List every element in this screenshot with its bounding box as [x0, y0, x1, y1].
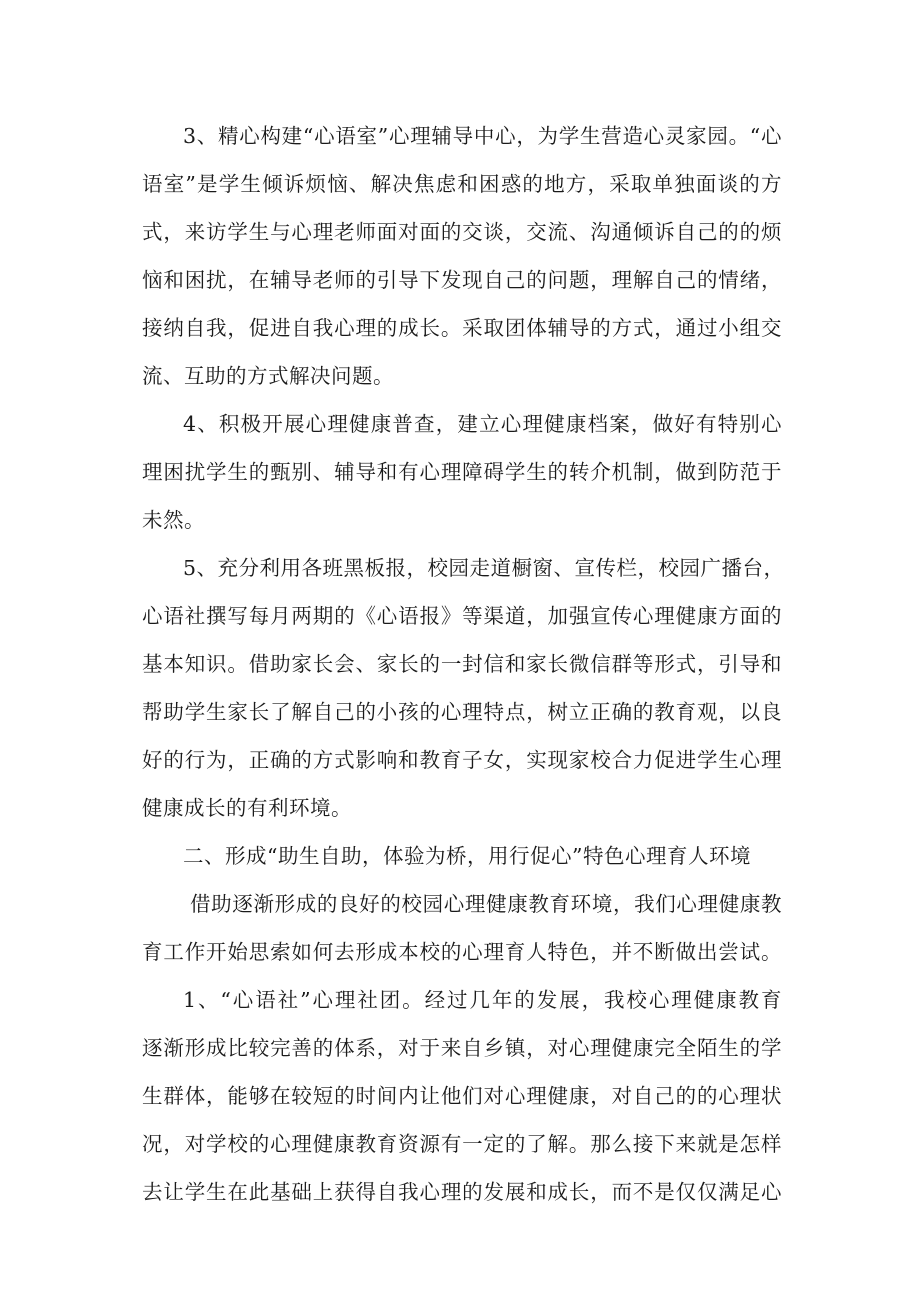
paragraph-1 — [142, 976, 782, 1216]
paragraph-5 — [142, 544, 785, 832]
text-line: 未然。 — [142, 508, 205, 532]
text-line: 育工作开始思索如何去形成本校的心理育人特色，并不断做出尝试。 — [142, 940, 782, 964]
text-line: 逐渐形成比较完善的体系，对于来自乡镇，对心理健康完全陌生的学 — [142, 1036, 782, 1060]
text-line: 接纳自我，促进自我心理的成长。采取团体辅导的方式，通过小组交 — [142, 316, 782, 340]
text-line: 4、积极开展心理健康普查，建立心理健康档案，做好有特别心 — [183, 412, 782, 436]
text-line: 5、充分利用各班黑板报，校园走道橱窗、宣传栏，校园广播台， — [183, 556, 785, 580]
text-line: 好的行为，正确的方式影响和教育子女，实现家校合力促进学生心理 — [142, 748, 782, 772]
text-line: 生群体，能够在较短的时间内让他们对心理健康，对自己的的心理状 — [142, 1084, 782, 1108]
text-line: 心语社撰写每月两期的《心语报》等渠道，加强宣传心理健康方面的 — [142, 604, 782, 628]
section-heading — [142, 832, 782, 880]
text-line: 3、精心构建“心语室”心理辅导中心，为学生营造心灵家园。“心 — [183, 124, 782, 148]
text-line: 况，对学校的心理健康教育资源有一定的了解。那么接下来就是怎样 — [142, 1132, 782, 1156]
paragraph-intro — [142, 880, 782, 976]
text-line: 健康成长的有利环境。 — [142, 796, 352, 820]
heading-line: 二、形成“助生自助，体验为桥，用行促心”特色心理育人环境 — [183, 844, 751, 868]
document-page — [142, 112, 785, 1216]
text-line: 理困扰学生的甄别、辅导和有心理障碍学生的转介机制，做到防范于 — [142, 460, 782, 484]
text-line: 式，来访学生与心理老师面对面的交谈，交流、沟通倾诉自己的的烦 — [142, 220, 782, 244]
text-line: 1、“心语社”心理社团。经过几年的发展，我校心理健康教育 — [183, 988, 782, 1012]
text-line: 恼和困扰，在辅导老师的引导下发现自己的问题，理解自己的情绪， — [142, 268, 782, 292]
text-line: 流、互助的方式解决问题。 — [142, 364, 394, 388]
text-line: 基本知识。借助家长会、家长的一封信和家长微信群等形式，引导和 — [142, 652, 782, 676]
text-line: 语室”是学生倾诉烦恼、解决焦虑和困惑的地方，采取单独面谈的方 — [142, 172, 782, 196]
text-line: 帮助学生家长了解自己的小孩的心理特点，树立正确的教育观，以良 — [142, 700, 782, 724]
text-line: 去让学生在此基础上获得自我心理的发展和成长，而不是仅仅满足心 — [142, 1180, 782, 1204]
paragraph-3 — [142, 112, 782, 400]
text-line: 借助逐渐形成的良好的校园心理健康教育环境，我们心理健康教 — [190, 892, 782, 916]
paragraph-4 — [142, 400, 782, 544]
